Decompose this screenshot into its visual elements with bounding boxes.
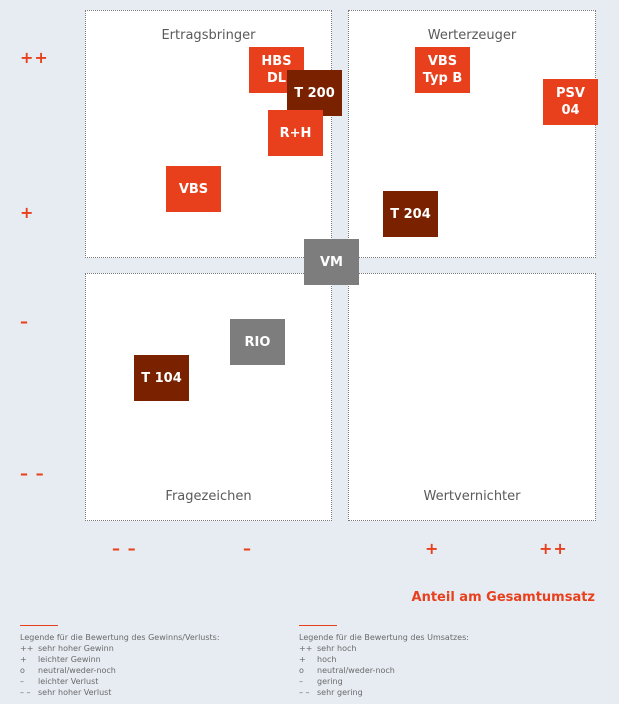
chart-point-box: RIO xyxy=(230,319,285,365)
legend-item xyxy=(20,687,220,698)
legend-text: sehr hoch xyxy=(317,644,357,653)
legend-text: neutral/weder-noch xyxy=(317,666,395,675)
legend-text: leichter Gewinn xyxy=(38,655,101,664)
legend-symbol: o xyxy=(20,666,25,675)
x-tick-label: – xyxy=(243,539,252,558)
legend-symbol: o xyxy=(299,666,304,675)
y-tick-label: – xyxy=(20,312,29,331)
legend-divider xyxy=(20,625,58,626)
x-tick-label: + xyxy=(425,539,440,558)
legend-text: neutral/weder-noch xyxy=(38,666,116,675)
chart-point-box: T 104 xyxy=(134,355,189,401)
quadrant-bottom-right xyxy=(348,273,596,521)
x-axis-title: Anteil am Gesamtumsatz xyxy=(411,590,595,605)
legend-item xyxy=(20,665,220,676)
legend-text: leichter Verlust xyxy=(38,677,99,686)
chart-point-box: VM xyxy=(304,239,359,285)
chart-point-box: PSV 04 xyxy=(543,79,598,125)
legend-divider xyxy=(299,625,337,626)
legend-symbol: – xyxy=(299,677,303,686)
quadrant-title-werterzeuger: Werterzeuger xyxy=(427,28,517,43)
chart-point-box: T 200 xyxy=(287,70,342,116)
legend-item xyxy=(299,676,469,687)
legend-text: sehr hoher Gewinn xyxy=(38,644,114,653)
legend-item xyxy=(299,643,469,654)
legend-symbol: ++ xyxy=(299,644,313,653)
legend-item xyxy=(299,687,469,698)
legend-symbol: + xyxy=(20,655,27,664)
chart-point-box: HBS DL xyxy=(249,47,304,93)
legend-text: sehr hoher Verlust xyxy=(38,688,112,697)
y-tick-label: + xyxy=(20,203,35,222)
legend-title: Legende für die Bewertung des Umsatzes: xyxy=(299,633,469,642)
chart-point-box: VBS Typ B xyxy=(415,47,470,93)
legend-title: Legende für die Bewertung des Gewinns/Verlusts: xyxy=(20,633,220,642)
legend-symbol: – – xyxy=(299,688,310,697)
quadrant-bottom-left xyxy=(85,273,332,521)
legend-revenue xyxy=(299,625,469,698)
legend-text: hoch xyxy=(317,655,337,664)
quadrant-title-fragezeichen: Fragezeichen xyxy=(165,489,252,504)
legend-symbol: + xyxy=(299,655,306,664)
y-tick-label: ++ xyxy=(20,48,49,67)
legend-item xyxy=(299,654,469,665)
quadrant-title-wertvernichter: Wertvernichter xyxy=(423,489,521,504)
legend-item xyxy=(299,665,469,676)
legend-symbol: ++ xyxy=(20,644,34,653)
legend-item xyxy=(20,676,220,687)
legend-profit xyxy=(20,625,220,698)
legend-symbol: – – xyxy=(20,688,31,697)
legend-text: gering xyxy=(317,677,343,686)
chart-point-box: T 204 xyxy=(383,191,438,237)
chart-point-box: R+H xyxy=(268,110,323,156)
x-tick-label: – – xyxy=(112,539,137,558)
y-tick-label: – – xyxy=(20,464,45,483)
quadrant-title-ertragsbringer: Ertragsbringer xyxy=(161,28,256,43)
legend-item xyxy=(20,643,220,654)
legend-text: sehr gering xyxy=(317,688,363,697)
chart-point-box: VBS xyxy=(166,166,221,212)
legend-item xyxy=(20,654,220,665)
x-tick-label: ++ xyxy=(539,539,568,558)
legend-symbol: – xyxy=(20,677,24,686)
